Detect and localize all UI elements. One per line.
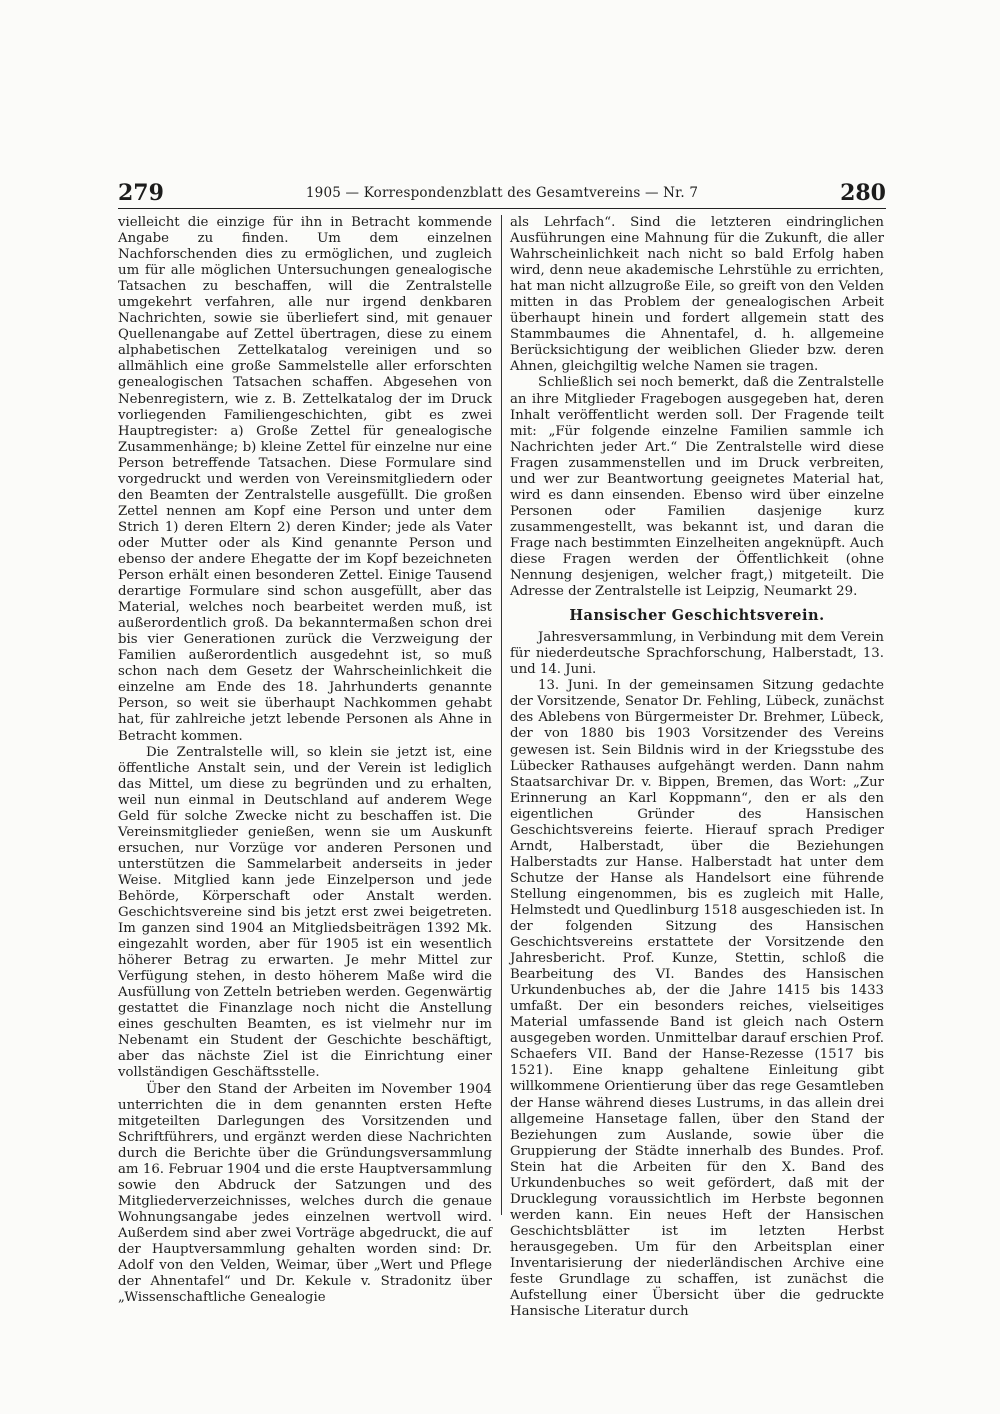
right-column [510,215,884,1320]
page-number-left: 279 [118,180,164,206]
page [118,178,886,1320]
paragraph: Jahresversammlung, in Verbindung mit dem Verein für niederdeutsche Sprachforschung, Halberstadt, 13. und 14. Juni. [510,630,884,678]
paragraph: Über den Stand der Arbeiten im November 1904 unterrichten die in dem genannten ersten Hefte mitgeteilten Darlegungen des Vorsitzenden und Schriftführers, und ergänzt werden diese Nachrichten durch die Berichte über die Gründungsversammlung am 16. Februar 1904 und die erste Hauptversammlung sowie den Abdruck der Satzungen und des Mitgliederverzeichnisses, welches durch die genaue Wohnungsangabe jedes einzelnen wertvoll wird. Außerdem sind aber zwei Vorträge abgedruckt, die auf der Hauptversammlung gehalten worden sind: Dr. Adolf von den Velden, Weimar, über „Wert und Pflege der Ahnentafel“ und Dr. Kekule v. Stradonitz über „Wissenschaftliche Genealogie [118,1081,492,1306]
left-column [118,215,492,1306]
page-number-right: 280 [840,180,886,206]
paragraph: Schließlich sei noch bemerkt, daß die Zentralstelle an ihre Mitglieder Fragebogen ausgegeben hat, deren Inhalt veröffentlicht werden soll. Der Fragende teilt mit: „Für folgende einzelne Familien sammle ich Nachrichten jeder Art.“ Die Zentralstelle wird diese Fragen zusammenstellen und im Druck verbreiten, und wer zur Beantwortung geeignetes Material hat, wird es dann einsenden. Ebenso wird über einzelne Personen oder Familien dasjenige kurz zusammengestellt, was bekannt ist, und daran die Frage nach bestimmten Einzelheiten angeknüpft. Auch diese Fragen werden der Öffentlichkeit (ohne Nennung desjenigen, welcher fragt,) mitgeteilt. Die Adresse der Zentralstelle ist Leipzig, Neumarkt 29. [510,375,884,600]
text-columns [118,215,886,1320]
paragraph: Die Zentralstelle will, so klein sie jetzt ist, eine öffentliche Anstalt sein, und der Verein ist lediglich das Mittel, um diese zu begründen und zu erhalten, weil nun einmal in Deutschland auf anderem Wege Geld für solche Zwecke nicht zu beschaffen ist. Die Vereinsmitglieder genießen, wenn sie um Auskunft ersuchen, nur Vorzüge vor anderen Personen und unterstützen die Sammelarbeit anderseits in jeder Weise. Mitglied kann jede Einzelperson und jede Behörde, Körperschaft oder Anstalt werden. Geschichtsvereine sind bis jetzt erst zwei beigetreten. Im ganzen sind 1904 an Mitgliedsbeiträgen 1392 Mk. eingezahlt worden, aber für 1905 ist ein wesentlich höherer Betrag zu erwarten. Je mehr Mittel zur Verfügung stehen, in desto höherem Maße wird die Ausfüllung von Zetteln betrieben werden. Gegenwärtig gestattet die Finanzlage noch nicht die Anstellung eines geschulten Beamten, es ist vielmehr nur im Nebenamt ein Student der Geschichte beschäftigt, aber das nächste Ziel ist die Einrichtung einer vollständigen Geschäftsstelle. [118,744,492,1081]
section-heading: Hansischer Geschichtsverein. [569,607,825,625]
paragraph: als Lehrfach“. Sind die letzteren eindringlichen Ausführungen eine Mahnung für die Zukunft, die aller Wahrscheinlichkeit nach nicht so bald Erfolg haben wird, denn neue akademische Lehrstühle zu errichten, hat man nicht allzugroße Eile, so greift von den Velden mitten in das Problem der genealogischen Arbeit überhaupt hinein und fordert allgemein statt des Stammbaumes die Ahnentafel, d. h. allgemeine Berücksichtigung der weiblichen Glieder bzw. deren Ahnen, gleichgiltig welche Namen sie tragen. [510,215,884,375]
paragraph: vielleicht die einzige für ihn in Betracht kommende Angabe zu finden. Um dem einzelnen Nachforschenden dies zu ermöglichen, und zugleich um für alle möglichen Untersuchungen genealogische Tatsachen zu beschaffen, will die Zentralstelle umgekehrt verfahren, alle nur irgend denkbaren Nachrichten, sowie sie überliefert sind, mit genauer Quellenangabe auf Zettel übertragen, diese zu einem alphabetischen Zettelkatalog vereinigen und so allmählich eine große Sammelstelle aller erforschten genealogischen Tatsachen schaffen. Abgesehen von Nebenregistern, wie z. B. Zettelkatalog der im Druck vorliegenden Familiengeschichten, gibt es zwei Hauptregister: a) Große Zettel für genealogische Zusammenhänge; b) kleine Zettel für einzelne nur eine Person betreffende Tatsachen. Diese Formulare sind vorgedruckt und werden von Vereinsmitgliedern oder den Beamten der Zentralstelle ausgefüllt. Die großen Zettel nennen am Kopf eine Person und unter dem Strich 1) deren Eltern 2) deren Kinder; jede als Vater oder Mutter oder als Kind genannte Person und ebenso der andere Ehegatte der im Kopf bezeichneten Person erhält einen besonderen Zettel. Einige Tausend derartige Formulare sind schon ausgefüllt, aber das Material, welches noch bearbeitet werden muß, ist außerordentlich groß. Da bekanntermaßen schon drei bis vier Generationen zurück die Verzweigung der Familien außerordentlich ausgedehnt ist, so muß schon nach dem Gesetz der Wahrscheinlichkeit die einzelne am Ende des 18. Jahrhunderts genannte Person, so weit sie überhaupt Nachkommen gehabt hat, für zahlreiche jetzt lebende Personen als Ahne in Betracht kommen. [118,215,492,744]
paragraph: 13. Juni. In der gemeinsamen Sitzung gedachte der Vorsitzende, Senator Dr. Fehling, Lübeck, zunächst des Ablebens von Bürgermeister Dr. Brehmer, Lübeck, der von 1880 bis 1903 Vorsitzender des Vereins gewesen ist. Sein Bildnis wird in der Kriegsstube des Lübecker Rathauses aufgehängt werden. Dann nahm Staatsarchivar Dr. v. Bippen, Bremen, das Wort: „Zur Erinnerung an Karl Koppmann“, den er als den eigentlichen Gründer des Hansischen Geschichtsvereins feierte. Hierauf sprach Prediger Arndt, Halberstadt, über die Beziehungen Halberstadts zur Hanse. Halberstadt hat unter dem Schutze der Hanse als Handelsort eine führende Stellung eingenommen, bis es zugleich mit Halle, Helmstedt und Quedlinburg 1518 ausgeschieden ist. In der folgenden Sitzung des Hansischen Geschichtsvereins erstattete der Vorsitzende den Jahresbericht. Prof. Kunze, Stettin, schloß die Bearbeitung des VI. Bandes des Hansischen Urkundenbuches ab, der die Jahre 1415 bis 1433 umfaßt. Der ein besonders reiches, vielseitiges Material umfassende Band ist gleich nach Ostern ausgegeben worden. Unmittelbar darauf erschien Prof. Schaefers VII. Band der Hanse-Rezesse (1517 bis 1521). Eine knapp gehaltene Einleitung gibt willkommene Orientierung über das rege Gesamtleben der Hanse während dieses Lustrums, in das allein drei allgemeine Hansetage fallen, über den Stand der Beziehungen zum Auslande, sowie über die Gruppierung der Städte innerhalb des Bundes. Prof. Stein hat die Arbeiten für den X. Band des Urkundenbuches so weit gefördert, daß mit der Drucklegung voraussichtlich im Herbste begonnen werden kann. Ein neues Heft der Hansischen Geschichtsblätter ist im letzten Herbst herausgegeben. Um für den Arbeitsplan einer Inventarisierung der niederländischen Archive eine feste Grundlage zu schaffen, ist zunächst die Aufstellung einer Übersicht über die gedruckte Hansische Literatur durch [510,678,884,1320]
page-header [118,178,886,209]
column-divider [501,215,502,1215]
running-title: 1905 — Korrespondenzblatt des Gesamtvereins — Nr. 7 [305,185,699,201]
